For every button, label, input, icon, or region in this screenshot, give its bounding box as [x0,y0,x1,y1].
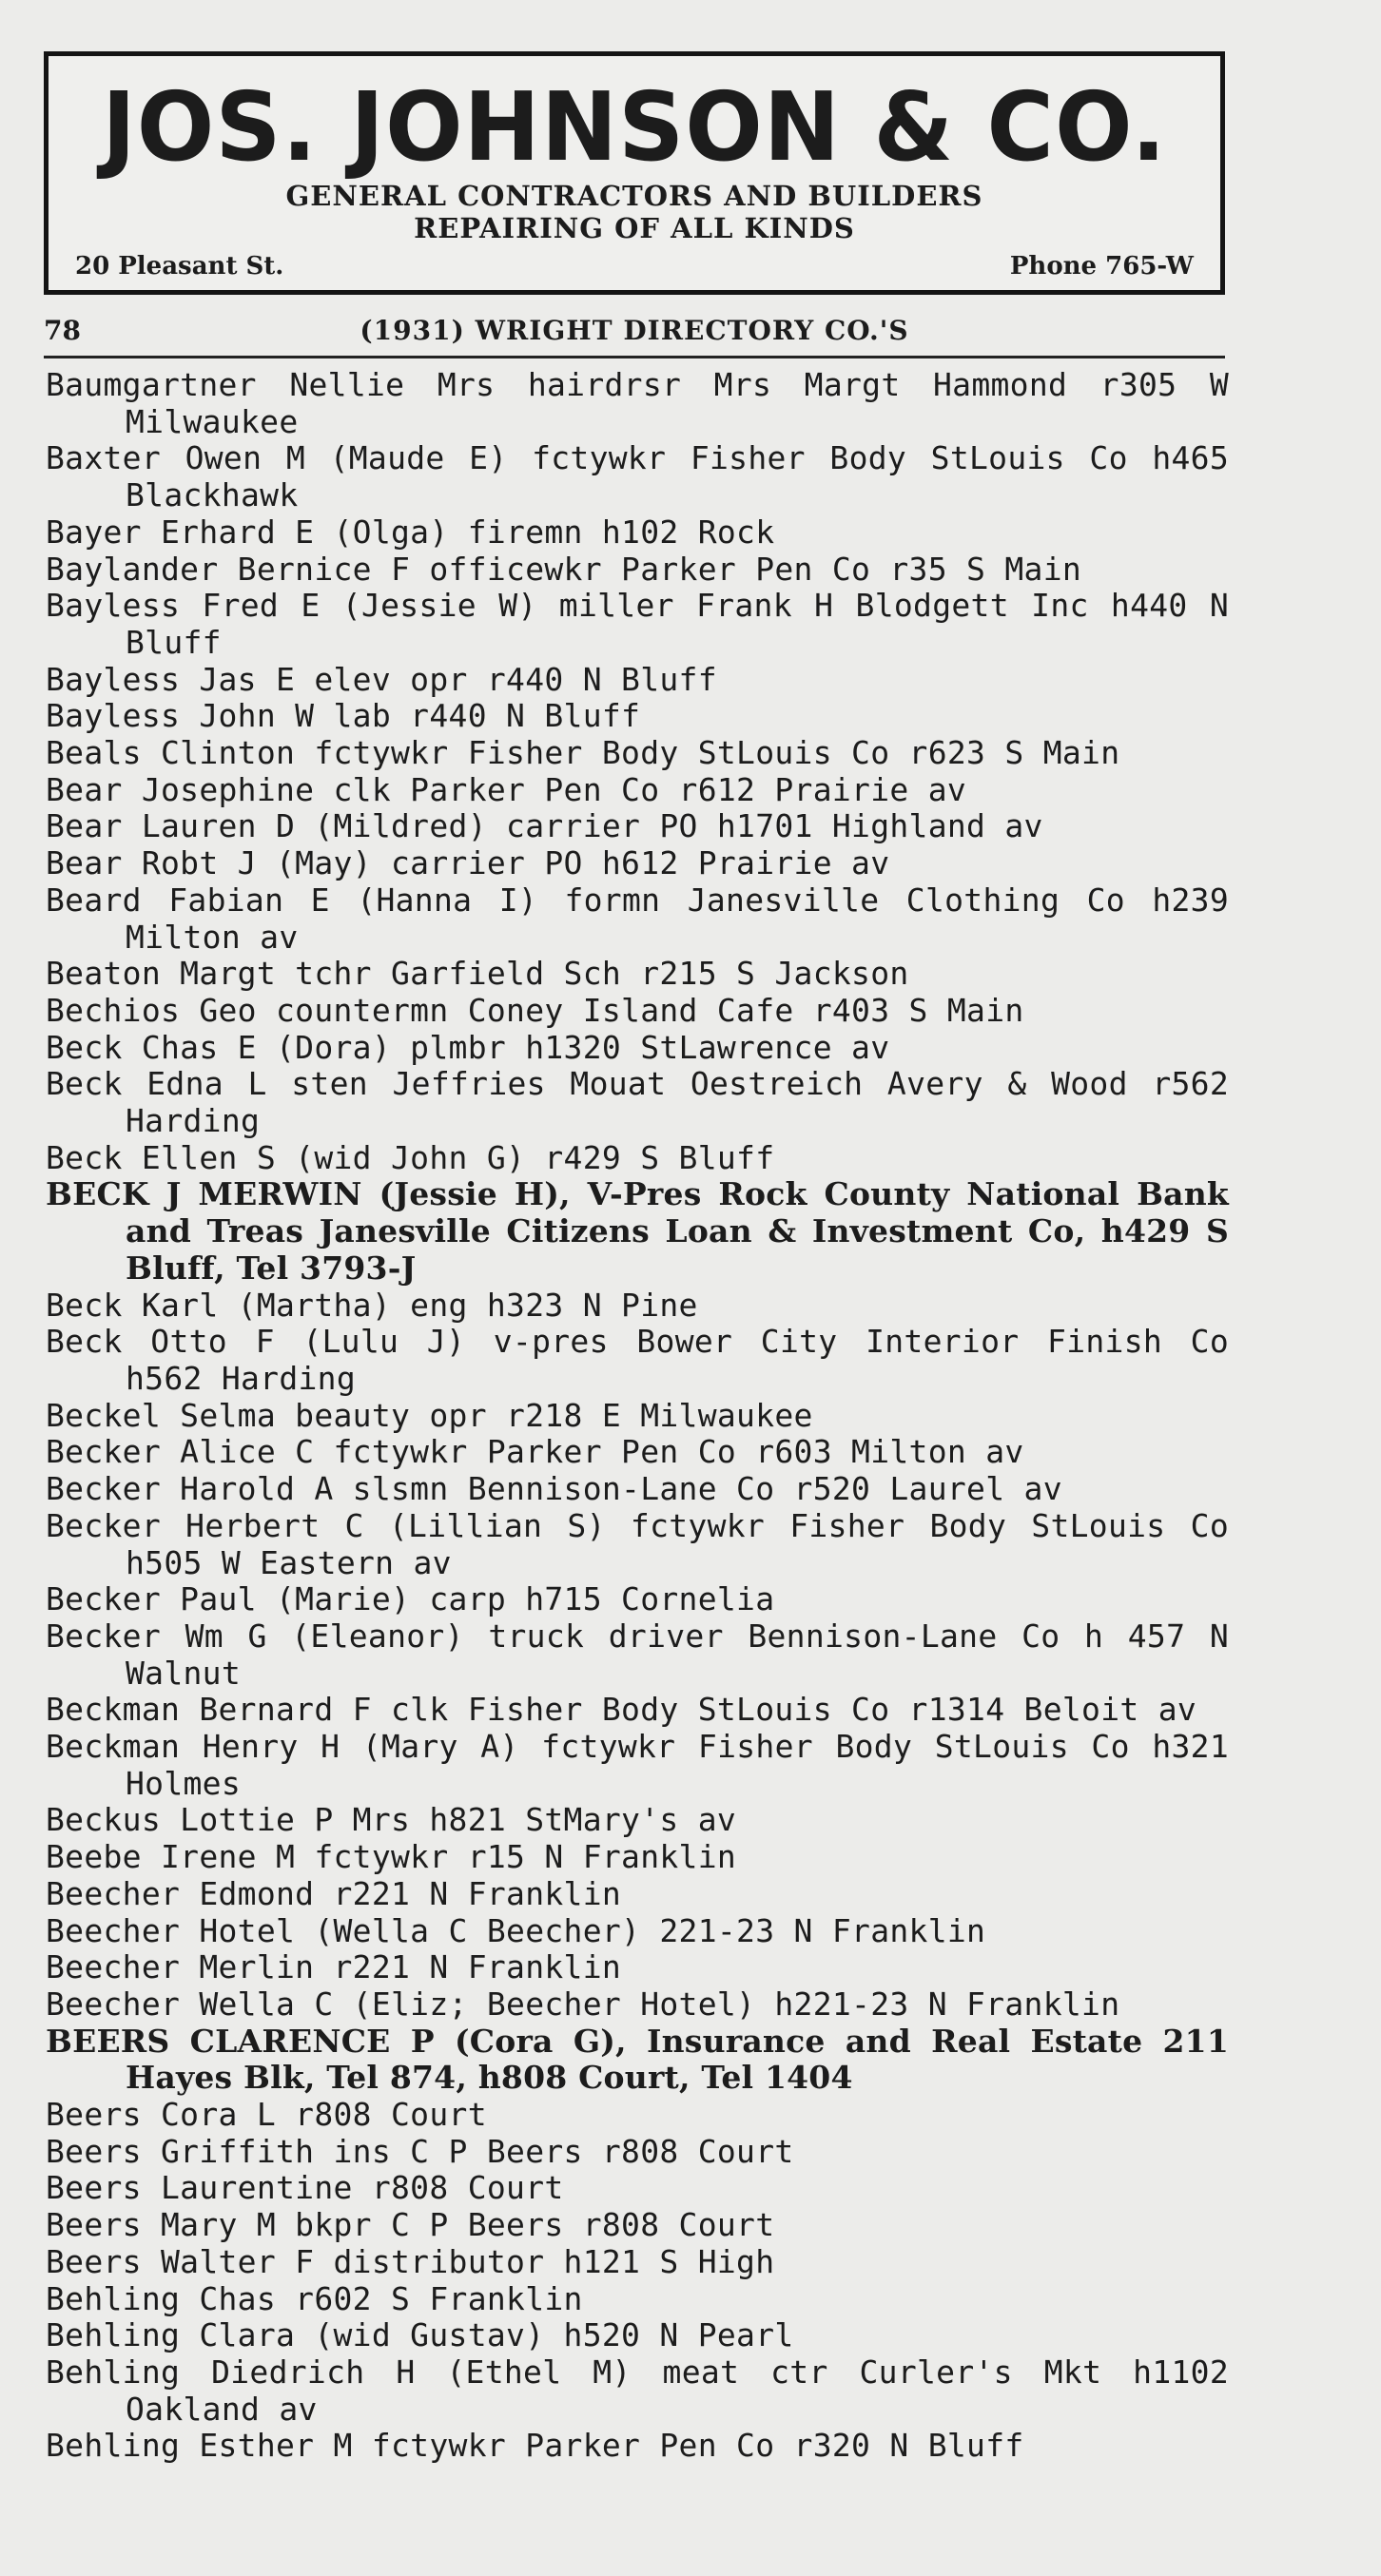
directory-entry: Beard Fabian E (Hanna I) formn Janesville Clothing Co h239 Milton av [46,881,1229,956]
directory-entry: Bear Robt J (May) carrier PO h612 Prairie av [46,844,890,882]
directory-entry: Becker Wm G (Eleanor) truck driver Bennison-Lane Co h 457 N Walnut [46,1617,1229,1692]
directory-entry: Beck Otto F (Lulu J) v-pres Bower City Interior Finish Co h562 Harding [46,1323,1229,1397]
directory-entry: Beecher Hotel (Wella C Beecher) 221-23 N Franklin [46,1911,986,1949]
directory-entry: Beals Clinton fctywkr Fisher Body StLouis Co r623 S Main [46,734,1120,772]
directory-entry: Beck Edna L sten Jeffries Mouat Oestreich Avery & Wood r562 Harding [46,1065,1229,1140]
directory-entry: Behling Chas r602 S Franklin [46,2279,583,2317]
directory-entry: Beers Griffith ins C P Beers r808 Court [46,2132,794,2170]
directory-entry: BEERS CLARENCE P (Cora G), Insurance and Real Estate 211 Hayes Blk, Tel 874, h808 Court, Tel 1404 [46,2022,1229,2097]
directory-entry: Bayless Jas E elev opr r440 N Bluff [46,660,717,698]
advertiser-subtagline: REPAIRING OF ALL KINDS [414,212,855,244]
advertiser-name: JOS. JOHNSON & CO. [102,71,1167,183]
advertiser-address: 20 Pleasant St. [75,252,284,281]
directory-entry: Baxter Owen M (Maude E) fctywkr Fisher Body StLouis Co h465 Blackhawk [46,439,1229,514]
directory-entry: Beecher Edmond r221 N Franklin [46,1874,622,1912]
directory-entry: Beers Mary M bkpr C P Beers r808 Court [46,2206,775,2244]
directory-entry: Becker Alice C fctywkr Parker Pen Co r603 Milton av [46,1433,1024,1471]
directory-entry: Bear Josephine clk Parker Pen Co r612 Prairie av [46,770,967,808]
directory-entry: Beck Chas E (Dora) plmbr h1320 StLawrence av [46,1028,890,1066]
directory-entry: Bayless John W lab r440 N Bluff [46,697,641,735]
directory-entry: Behling Diedrich H (Ethel M) meat ctr Curler's Mkt h1102 Oakland av [46,2353,1229,2428]
running-header [44,312,1225,350]
directory-entry: Beers Walter F distributor h121 S High [46,2242,775,2280]
directory-entry: Beckman Henry H (Mary A) fctywkr Fisher Body StLouis Co h321 Holmes [46,1728,1229,1802]
directory-entry: Beckel Selma beauty opr r218 E Milwaukee [46,1396,813,1434]
directory-entry: Behling Clara (wid Gustav) h520 N Pearl [46,2316,794,2354]
directory-entry: Beck Ellen S (wid John G) r429 S Bluff [46,1138,775,1176]
directory-entry: Bear Lauren D (Mildred) carrier PO h1701 Highland av [46,807,1043,845]
directory-entry: Beck Karl (Martha) eng h323 N Pine [46,1286,698,1324]
directory-entry: Baylander Bernice F officewkr Parker Pen Co r35 S Main [46,550,1082,588]
directory-entry: Beecher Wella C (Eliz; Beecher Hotel) h221-23 N Franklin [46,1985,1120,2023]
directory-entry: Beecher Merlin r221 N Franklin [46,1948,622,1986]
directory-entry: Beckman Bernard F clk Fisher Body StLouis Co r1314 Beloit av [46,1691,1197,1729]
directory-listings [46,367,1229,2465]
directory-entry: Beaton Margt tchr Garfield Sch r215 S Jackson [46,955,909,993]
directory-entry: Bayless Fred E (Jessie W) miller Frank H Blodgett Inc h440 N Bluff [46,587,1229,661]
directory-entry: Beebe Irene M fctywkr r15 N Franklin [46,1838,737,1876]
advertisement-box [44,51,1225,295]
header-rule [44,356,1225,358]
directory-entry: Becker Harold A slsmn Bennison-Lane Co r520 Laurel av [46,1470,1062,1508]
advertiser-tagline: GENERAL CONTRACTORS AND BUILDERS [285,180,983,212]
page-number: 78 [44,315,81,346]
header-title: (1931) WRIGHT DIRECTORY CO.'S [360,315,909,346]
advertiser-phone: Phone 765-W [1009,252,1194,281]
directory-entry: Becker Paul (Marie) carp h715 Cornelia [46,1580,775,1618]
directory-entry: Bayer Erhard E (Olga) firemn h102 Rock [46,513,775,551]
directory-entry: Baumgartner Nellie Mrs hairdrsr Mrs Margt Hammond r305 W Milwaukee [46,366,1229,440]
directory-entry: Beers Laurentine r808 Court [46,2169,564,2207]
directory-entry: Behling Esther M fctywkr Parker Pen Co r320 N Bluff [46,2427,1024,2465]
directory-entry: Beckus Lottie P Mrs h821 StMary's av [46,1801,737,1839]
directory-entry: BECK J MERWIN (Jessie H), V-Pres Rock County National Bank and Treas Janesville Citizens Loan & Investment Co, h429 S Bluff, Tel 3793-J [46,1175,1229,1287]
directory-entry: Bechios Geo countermn Coney Island Cafe r403 S Main [46,991,1024,1029]
directory-entry: Beers Cora L r808 Court [46,2096,487,2134]
directory-entry: Becker Herbert C (Lillian S) fctywkr Fisher Body StLouis Co h505 W Eastern av [46,1506,1229,1581]
